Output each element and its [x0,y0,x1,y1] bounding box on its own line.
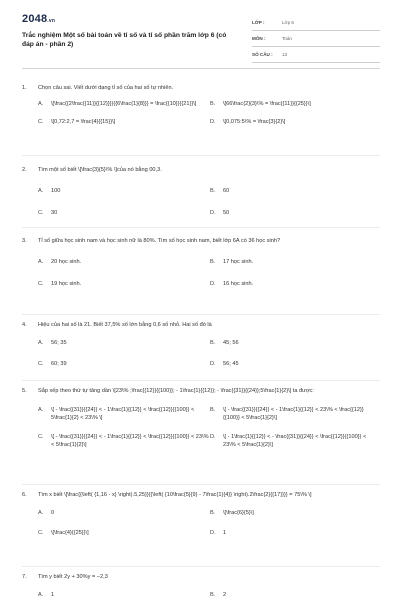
question-separator [22,380,380,381]
option-text: 1 [51,591,55,598]
options [38,591,380,600]
option-letter: C. [38,361,44,367]
option-c[interactable] [38,280,210,289]
option-letter: A. [38,406,44,413]
meta-table [252,15,380,63]
question-text: Tỉ số giữa học sinh nam và học sinh nữ là 80%. Tìm số học sinh nam, biết lớp 6A có 36 học sinh? [38,238,281,244]
option-letter: B. [210,100,216,107]
option-text: \[0,72:2,7 = \frac{4}{{15}}\] [51,119,116,125]
question-text: Tìm một số biết \[\frac{3}{5}\% \]của nó bằng 00,3. [38,167,162,173]
option-d[interactable] [210,280,380,289]
option-b[interactable] [210,339,380,348]
options [38,406,380,450]
question-separator [22,566,380,567]
question-number: 7. [22,574,27,580]
option-text: \[ - \frac{{31}}{{24}} < - 1\frac{1}{{12}} < 23\% < \frac{{12}}{{100}} < 5\frac{1}{2}\] [223,406,364,421]
question-text: Hiệu của hai số là 21. Biết 37,5% số lớn bằng 0,6 số nhỏ. Hai số đó là [38,322,212,328]
question-text: Chọn câu sai. Viết dưới dạng tỉ số của hai số tự nhiên. [38,85,174,91]
option-letter: C. [38,530,44,536]
question-2 [22,166,380,218]
question-text: Sắp xếp theo thứ tự tăng dần \[23\% ;\frac{{12}}{{100}}; - 1\frac{1}{{12}}; - \frac{{31}}{{24}};5\frac{1}{2}\] ta được: [38,388,314,394]
option-a[interactable] [38,339,210,348]
question-number: 5. [22,388,27,394]
question-number: 3. [22,238,27,244]
option-d[interactable] [210,529,380,538]
option-text: 60 [223,187,230,194]
option-text: 56; 45 [223,361,239,367]
question-1 [22,84,380,127]
option-c[interactable] [38,209,210,218]
option-text: 60; 39 [51,361,67,367]
option-letter: D. [210,361,216,367]
option-letter: B. [210,339,216,346]
meta-key: LỚP : [252,20,265,25]
option-text: 30 [51,210,58,216]
option-letter: A. [38,258,44,265]
option-d[interactable] [210,209,380,218]
options [38,258,380,289]
option-letter: B. [210,591,216,598]
question-4 [22,321,380,369]
option-letter: D. [210,433,216,440]
option-text: 2 [223,591,227,598]
option-a[interactable] [38,258,210,267]
logo-suffix: .vn [47,18,56,24]
option-text: 20 học sinh. [51,258,82,265]
question-number: 4. [22,322,27,328]
meta-value: Toán [282,36,292,41]
meta-row-class [252,15,380,31]
option-letter: B. [210,258,216,265]
option-a[interactable] [38,406,210,423]
option-text: 1 [223,530,227,536]
option-letter: C. [38,433,44,440]
meta-value: 13 [282,52,288,57]
option-text: \[ - 1\frac{1}{{12}} < - \frac{{31}}{{24}} < \frac{{12}}{{100}} < 23\% < 5\frac{1}{2}\] [223,433,367,448]
option-letter: A. [38,100,44,107]
option-letter: C. [38,210,44,216]
option-d[interactable] [210,360,380,369]
option-letter: D. [210,210,216,216]
option-letter: D. [210,530,216,536]
option-letter: B. [210,509,216,516]
options [38,339,380,369]
question-text: Tìm y biết 2y + 30%y = −2,3 [38,574,108,580]
option-letter: A. [38,591,44,598]
option-c[interactable] [38,360,210,369]
options [38,100,380,127]
option-text: 50 [223,210,230,216]
meta-key: MÔN : [252,36,266,41]
option-b[interactable] [210,187,380,196]
meta-row-subject [252,31,380,47]
option-text: 45; 56 [223,339,239,346]
option-d[interactable] [210,433,380,450]
option-a[interactable] [38,591,210,600]
site-logo[interactable] [22,13,55,25]
option-text: 19 học sinh. [51,281,82,287]
option-text: 0 [51,509,55,516]
question-5 [22,387,380,450]
option-letter: A. [38,509,44,516]
option-b[interactable] [210,591,380,600]
question-number: 2. [22,167,27,173]
options [38,509,380,538]
option-letter: A. [38,339,44,346]
option-text: \[\frac{6}{5}\] [223,509,254,516]
question-text: Tìm x biết \[\frac{{\left( {1,16 - x} \right).5,25}}{{\left( {10\frac{5}{9} - 7\frac{1}{4}} \right).2\frac{2}{{17}}}} = 75\% \] [38,492,312,498]
option-text: \[ - \frac{{31}}{{24}} < - 1\frac{1}{{12}} < \frac{{12}}{{100}} < 5\frac{1}{2} < 23\% \] [51,406,195,421]
meta-row-count [252,47,380,63]
question-separator [22,155,380,156]
question-separator [22,227,380,228]
meta-key: SỐ CÂU : [252,52,273,57]
option-letter: B. [210,187,216,194]
meta-value: Lớp 6 [282,20,294,25]
option-b[interactable] [210,258,380,267]
option-letter: D. [210,119,216,125]
option-text: 56; 35 [51,339,67,346]
option-text: \[0,075:5\% = \frac{3}{2}\] [223,119,286,125]
question-number: 6. [22,492,27,498]
option-text: 100 [51,187,61,194]
option-letter: B. [210,406,216,413]
option-letter: D. [210,281,216,287]
question-3 [22,237,380,289]
option-a[interactable] [38,187,210,196]
option-text: \[ - \frac{{31}}{{24}} < - 1\frac{1}{{12}} < \frac{{12}}{{100}} < 23\% < 5\frac{1}{2}\] [51,433,209,448]
option-b[interactable] [210,100,380,109]
header-divider [22,68,380,69]
option-b[interactable] [210,406,380,423]
option-c[interactable] [38,433,210,450]
question-number: 1. [22,85,27,91]
question-separator [22,314,380,315]
option-text: 17 học sinh. [223,258,254,265]
option-c[interactable] [38,118,210,127]
option-letter: C. [38,119,44,125]
option-d[interactable] [210,118,380,127]
option-b[interactable] [210,509,380,518]
question-6 [22,491,380,538]
option-text: \[66\frac{2}{3}\% = \frac{{11}}{{25}}\] [223,100,311,107]
option-c[interactable] [38,529,210,538]
option-a[interactable] [38,100,210,109]
option-text: 16 học sinh. [223,281,254,287]
question-separator [22,484,380,485]
option-text: \[\frac{4}{{25}}\] [51,530,89,536]
logo-main: 2048 [22,13,48,25]
document-title: Trắc nghiệm Một số bài toán về tỉ số và tỉ số phần trăm lớp 6 (có đáp án - phần 2) [22,32,227,48]
option-letter: C. [38,281,44,287]
option-text: \[\frac{{2\frac{{11}}{{12}}}}{{6\frac{1}{8}}} = \frac{{10}}{{21}}\] [51,100,197,107]
option-a[interactable] [38,509,210,518]
options [38,187,380,218]
question-7 [22,573,380,599]
option-letter: A. [38,187,44,194]
